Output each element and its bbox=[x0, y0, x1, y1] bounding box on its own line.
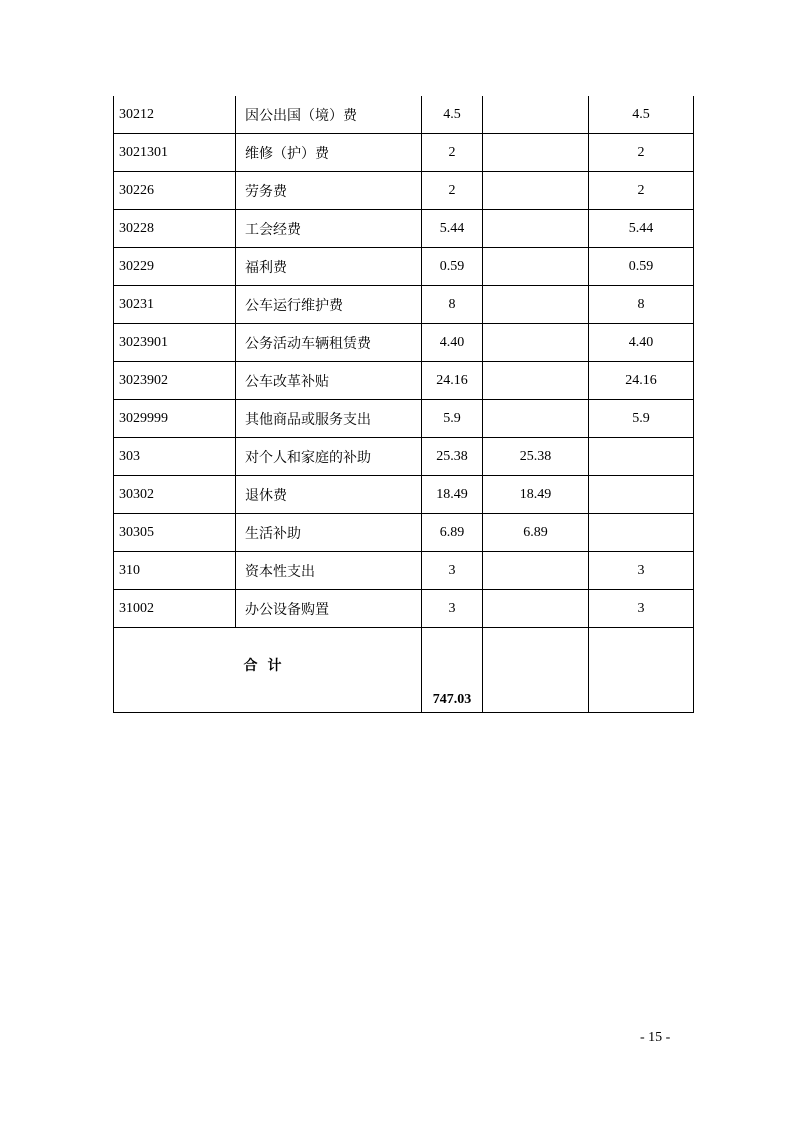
cell-name: 公务活动车辆租赁费 bbox=[236, 324, 422, 362]
cell-name: 办公设备购置 bbox=[236, 590, 422, 628]
cell-total: 4.5 bbox=[422, 96, 483, 134]
table-row bbox=[114, 172, 694, 210]
cell-code: 30231 bbox=[114, 286, 236, 324]
cell-code: 303 bbox=[114, 438, 236, 476]
table-body bbox=[114, 96, 694, 713]
table-row bbox=[114, 362, 694, 400]
cell-code: 3023902 bbox=[114, 362, 236, 400]
table-row bbox=[114, 96, 694, 134]
cell-total: 2 bbox=[422, 134, 483, 172]
table-row bbox=[114, 590, 694, 628]
cell-code: 3021301 bbox=[114, 134, 236, 172]
cell-code: 30305 bbox=[114, 514, 236, 552]
cell-basic bbox=[483, 210, 589, 248]
page-number: - 15 - bbox=[640, 1030, 671, 1045]
table-row bbox=[114, 438, 694, 476]
sum-total: 747.03 bbox=[422, 628, 483, 713]
cell-code: 30212 bbox=[114, 96, 236, 134]
cell-basic bbox=[483, 172, 589, 210]
cell-code: 3023901 bbox=[114, 324, 236, 362]
table-row bbox=[114, 134, 694, 172]
cell-total: 5.44 bbox=[422, 210, 483, 248]
cell-basic bbox=[483, 552, 589, 590]
cell-project bbox=[589, 476, 694, 514]
cell-total: 4.40 bbox=[422, 324, 483, 362]
sum-project bbox=[589, 628, 694, 713]
cell-basic: 18.49 bbox=[483, 476, 589, 514]
table-row bbox=[114, 514, 694, 552]
table-row bbox=[114, 248, 694, 286]
cell-name: 生活补助 bbox=[236, 514, 422, 552]
cell-project: 24.16 bbox=[589, 362, 694, 400]
cell-total: 3 bbox=[422, 590, 483, 628]
cell-name: 劳务费 bbox=[236, 172, 422, 210]
cell-basic bbox=[483, 134, 589, 172]
cell-project: 5.9 bbox=[589, 400, 694, 438]
cell-name: 退休费 bbox=[236, 476, 422, 514]
cell-code: 310 bbox=[114, 552, 236, 590]
cell-code: 30228 bbox=[114, 210, 236, 248]
cell-basic: 25.38 bbox=[483, 438, 589, 476]
cell-project: 4.5 bbox=[589, 96, 694, 134]
cell-name: 资本性支出 bbox=[236, 552, 422, 590]
sum-basic bbox=[483, 628, 589, 713]
cell-name: 公车改革补贴 bbox=[236, 362, 422, 400]
cell-code: 3029999 bbox=[114, 400, 236, 438]
cell-basic bbox=[483, 362, 589, 400]
table-row bbox=[114, 210, 694, 248]
cell-project: 2 bbox=[589, 134, 694, 172]
table-row bbox=[114, 400, 694, 438]
expenditure-table bbox=[113, 96, 694, 713]
sum-label: 合计 bbox=[114, 628, 422, 713]
cell-project: 8 bbox=[589, 286, 694, 324]
cell-basic bbox=[483, 248, 589, 286]
cell-project: 2 bbox=[589, 172, 694, 210]
cell-project bbox=[589, 514, 694, 552]
cell-project: 0.59 bbox=[589, 248, 694, 286]
cell-basic: 6.89 bbox=[483, 514, 589, 552]
cell-name: 工会经费 bbox=[236, 210, 422, 248]
cell-total: 18.49 bbox=[422, 476, 483, 514]
cell-basic bbox=[483, 286, 589, 324]
cell-name: 福利费 bbox=[236, 248, 422, 286]
table-row bbox=[114, 552, 694, 590]
table-row bbox=[114, 286, 694, 324]
cell-name: 其他商品或服务支出 bbox=[236, 400, 422, 438]
cell-total: 5.9 bbox=[422, 400, 483, 438]
cell-total: 24.16 bbox=[422, 362, 483, 400]
cell-project: 5.44 bbox=[589, 210, 694, 248]
cell-code: 30226 bbox=[114, 172, 236, 210]
cell-total: 6.89 bbox=[422, 514, 483, 552]
cell-project bbox=[589, 438, 694, 476]
cell-name: 对个人和家庭的补助 bbox=[236, 438, 422, 476]
cell-basic bbox=[483, 400, 589, 438]
cell-code: 30229 bbox=[114, 248, 236, 286]
table-row bbox=[114, 324, 694, 362]
table-row bbox=[114, 476, 694, 514]
cell-project: 3 bbox=[589, 552, 694, 590]
cell-total: 25.38 bbox=[422, 438, 483, 476]
sum-row bbox=[114, 628, 694, 713]
cell-total: 0.59 bbox=[422, 248, 483, 286]
cell-total: 3 bbox=[422, 552, 483, 590]
cell-code: 31002 bbox=[114, 590, 236, 628]
cell-project: 4.40 bbox=[589, 324, 694, 362]
cell-basic bbox=[483, 324, 589, 362]
cell-basic bbox=[483, 96, 589, 134]
cell-name: 维修（护）费 bbox=[236, 134, 422, 172]
cell-project: 3 bbox=[589, 590, 694, 628]
cell-total: 8 bbox=[422, 286, 483, 324]
cell-code: 30302 bbox=[114, 476, 236, 514]
cell-total: 2 bbox=[422, 172, 483, 210]
cell-name: 公车运行维护费 bbox=[236, 286, 422, 324]
cell-name: 因公出国（境）费 bbox=[236, 96, 422, 134]
cell-basic bbox=[483, 590, 589, 628]
